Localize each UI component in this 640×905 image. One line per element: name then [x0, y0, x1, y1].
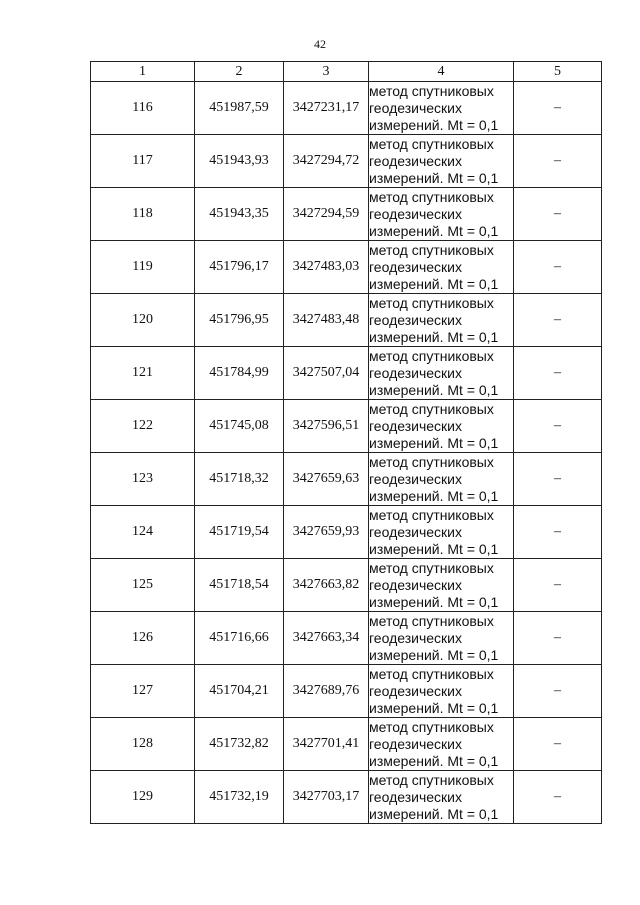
method-line: метод спутниковых: [369, 771, 494, 788]
note-dash: –: [514, 294, 602, 347]
method-line: метод спутниковых: [369, 241, 494, 258]
coordinate-x: 451943,93: [195, 135, 284, 188]
method-line: измерений. Mt = 0,1: [369, 275, 499, 292]
method-description: [369, 612, 514, 665]
method-line: измерений. Mt = 0,1: [369, 540, 499, 557]
method-line: метод спутниковых: [369, 400, 494, 417]
note-dash: –: [514, 241, 602, 294]
note-dash: –: [514, 718, 602, 771]
method-line: измерений. Mt = 0,1: [369, 699, 499, 716]
method-line: геодезических: [369, 629, 462, 646]
coordinate-y: 3427659,63: [284, 453, 369, 506]
method-line: геодезических: [369, 364, 462, 381]
method-description: [369, 400, 514, 453]
method-line: метод спутниковых: [369, 135, 494, 152]
point-number: 127: [91, 665, 195, 718]
method-line: метод спутниковых: [369, 665, 494, 682]
method-description: [369, 347, 514, 400]
table-row: [91, 188, 602, 241]
coordinate-y: 3427483,03: [284, 241, 369, 294]
method-line: измерений. Mt = 0,1: [369, 487, 499, 504]
method-line: измерений. Mt = 0,1: [369, 169, 499, 186]
table-row: [91, 135, 602, 188]
coordinate-y: 3427294,59: [284, 188, 369, 241]
table-body: [91, 82, 602, 824]
method-line: измерений. Mt = 0,1: [369, 752, 499, 769]
table-row: [91, 771, 602, 824]
method-line: геодезических: [369, 152, 462, 169]
point-number: 121: [91, 347, 195, 400]
table-row: [91, 453, 602, 506]
coordinate-y: 3427596,51: [284, 400, 369, 453]
column-header: 4: [369, 62, 514, 82]
method-line: геодезических: [369, 788, 462, 805]
note-dash: –: [514, 347, 602, 400]
note-dash: –: [514, 665, 602, 718]
method-description: [369, 453, 514, 506]
method-line: геодезических: [369, 99, 462, 116]
coordinate-y: 3427507,04: [284, 347, 369, 400]
coordinate-y: 3427703,17: [284, 771, 369, 824]
point-number: 117: [91, 135, 195, 188]
note-dash: –: [514, 188, 602, 241]
table-row: [91, 506, 602, 559]
method-line: метод спутниковых: [369, 82, 494, 99]
note-dash: –: [514, 771, 602, 824]
coordinate-x: 451716,66: [195, 612, 284, 665]
point-number: 118: [91, 188, 195, 241]
method-line: метод спутниковых: [369, 188, 494, 205]
coordinate-x: 451732,19: [195, 771, 284, 824]
method-description: [369, 82, 514, 135]
column-header: 3: [284, 62, 369, 82]
method-line: измерений. Mt = 0,1: [369, 593, 499, 610]
coordinate-y: 3427294,72: [284, 135, 369, 188]
point-number: 128: [91, 718, 195, 771]
table-row: [91, 347, 602, 400]
coordinate-x: 451732,82: [195, 718, 284, 771]
coordinate-y: 3427701,41: [284, 718, 369, 771]
coordinate-x: 451796,95: [195, 294, 284, 347]
coordinate-y: 3427659,93: [284, 506, 369, 559]
method-line: измерений. Mt = 0,1: [369, 328, 499, 345]
method-line: геодезических: [369, 523, 462, 540]
method-line: геодезических: [369, 470, 462, 487]
coordinate-x: 451718,32: [195, 453, 284, 506]
note-dash: –: [514, 453, 602, 506]
table-row: [91, 718, 602, 771]
method-description: [369, 771, 514, 824]
table-row: [91, 400, 602, 453]
coordinate-y: 3427483,48: [284, 294, 369, 347]
method-description: [369, 294, 514, 347]
method-description: [369, 241, 514, 294]
coordinate-x: 451987,59: [195, 82, 284, 135]
coordinate-x: 451784,99: [195, 347, 284, 400]
coordinate-x: 451796,17: [195, 241, 284, 294]
column-header: 5: [514, 62, 602, 82]
table-row: [91, 612, 602, 665]
point-number: 119: [91, 241, 195, 294]
note-dash: –: [514, 612, 602, 665]
table-row: [91, 559, 602, 612]
point-number: 126: [91, 612, 195, 665]
coordinate-y: 3427663,34: [284, 612, 369, 665]
method-line: метод спутниковых: [369, 718, 494, 735]
method-line: геодезических: [369, 258, 462, 275]
table-row: [91, 294, 602, 347]
point-number: 120: [91, 294, 195, 347]
point-number: 123: [91, 453, 195, 506]
method-line: геодезических: [369, 576, 462, 593]
point-number: 116: [91, 82, 195, 135]
table-row: [91, 82, 602, 135]
method-description: [369, 559, 514, 612]
method-line: метод спутниковых: [369, 612, 494, 629]
method-line: измерений. Mt = 0,1: [369, 116, 499, 133]
coordinates-table: [90, 61, 602, 824]
method-line: геодезических: [369, 735, 462, 752]
method-description: [369, 506, 514, 559]
table-row: [91, 665, 602, 718]
method-line: метод спутниковых: [369, 347, 494, 364]
note-dash: –: [514, 400, 602, 453]
coordinate-y: 3427231,17: [284, 82, 369, 135]
method-line: метод спутниковых: [369, 506, 494, 523]
header-row: [91, 62, 602, 82]
method-line: измерений. Mt = 0,1: [369, 434, 499, 451]
coordinate-x: 451745,08: [195, 400, 284, 453]
coordinate-y: 3427663,82: [284, 559, 369, 612]
method-line: геодезических: [369, 311, 462, 328]
column-header: 1: [91, 62, 195, 82]
method-line: измерений. Mt = 0,1: [369, 381, 499, 398]
column-header: 2: [195, 62, 284, 82]
point-number: 122: [91, 400, 195, 453]
coordinate-x: 451718,54: [195, 559, 284, 612]
method-line: метод спутниковых: [369, 294, 494, 311]
table-row: [91, 241, 602, 294]
method-line: измерений. Mt = 0,1: [369, 222, 499, 239]
method-line: метод спутниковых: [369, 559, 494, 576]
method-description: [369, 135, 514, 188]
note-dash: –: [514, 506, 602, 559]
coordinate-x: 451719,54: [195, 506, 284, 559]
note-dash: –: [514, 135, 602, 188]
method-line: геодезических: [369, 205, 462, 222]
method-description: [369, 188, 514, 241]
method-line: измерений. Mt = 0,1: [369, 646, 499, 663]
point-number: 125: [91, 559, 195, 612]
coordinate-y: 3427689,76: [284, 665, 369, 718]
note-dash: –: [514, 82, 602, 135]
method-description: [369, 718, 514, 771]
method-line: метод спутниковых: [369, 453, 494, 470]
method-description: [369, 665, 514, 718]
page-number: 42: [314, 37, 326, 51]
point-number: 124: [91, 506, 195, 559]
method-line: геодезических: [369, 682, 462, 699]
coordinate-x: 451943,35: [195, 188, 284, 241]
note-dash: –: [514, 559, 602, 612]
coordinate-x: 451704,21: [195, 665, 284, 718]
method-line: измерений. Mt = 0,1: [369, 805, 499, 822]
point-number: 129: [91, 771, 195, 824]
method-line: геодезических: [369, 417, 462, 434]
